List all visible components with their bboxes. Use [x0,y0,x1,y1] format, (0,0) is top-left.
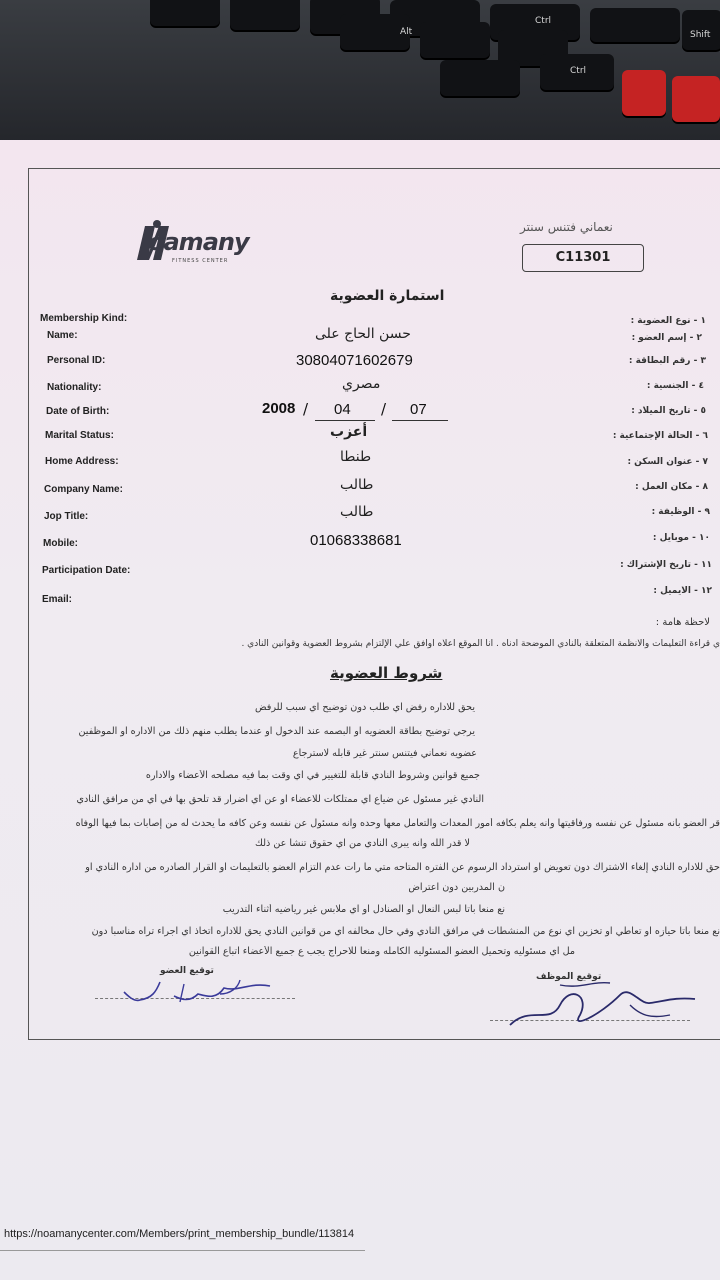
label-marital-status: Marital Status: [45,430,114,441]
keyboard-key [420,22,490,58]
value-company-name: طالب [340,477,374,493]
staff-signature-label: توقيع الموظف [536,972,602,982]
footer-divider [0,1250,365,1251]
label-ar-company-name: ٨ - مكان العمل : [635,482,708,492]
member-signature [120,972,280,1008]
value-dob-year: 2008 [262,400,296,417]
keyboard-key [590,8,680,42]
club-arabic-name: نعماني فتنس سنتر [520,220,613,234]
member-signature-label: توقيع العضو [160,966,214,976]
label-ar-date-of-birth: ٥ - تاريخ الميلاد : [631,406,706,416]
term-item: ن المدربين دون اعتراض [408,882,505,893]
label-date-of-birth: Date of Birth: [46,406,110,417]
label-ar-email: ١٢ - الايميل : [653,586,712,596]
label-company-name: Company Name: [44,484,123,495]
important-note-heading: لاحظة هامة : [655,617,710,628]
keyboard-key [230,0,300,30]
label-job-title: Jop Title: [44,511,89,522]
term-item: يرجي توضيح بطاقة العضويه او البصمه عند الدخول او عندما يطلب منهم ذلك من الاداره او الموظفين [78,726,475,737]
label-ar-mobile: ١٠ - موبايل : [652,533,710,543]
label-nationality: Nationality: [47,382,102,393]
term-item: نع منعا باتا حيازه او تعاطي او تخزين اي نوع من المنشطات في مرافق النادي وفي حال مخالفه اي من قوانين النادي يحق للاداره اتخاذ اي اجراء تراه مناسبا دون [91,926,720,937]
dob-separator: / [381,400,387,418]
value-home-address: طنطا [340,449,372,465]
label-ar-personal-id: ٣ - رقم البطاقة : [628,356,706,366]
value-dob-day: 07 [410,401,427,418]
label-ar-membership-kind: ١ - نوع العضوية : [630,316,706,326]
term-item: يحق للاداره رفض اي طلب دون توضيح اي سبب للرفض [254,702,475,713]
value-name: حسن الحاج على [315,326,411,342]
staff-signature [500,975,700,1035]
value-mobile: 01068338681 [310,532,402,549]
dob-separator: / [303,400,309,418]
keyboard-key [150,0,220,26]
print-url: https://noamanycenter.com/Members/print_membership_bundle/113814 [4,1228,355,1240]
label-ar-name: ٢ - إسم العضو : [631,333,702,343]
term-item: جميع قوانين وشروط النادي قابلة للتغيير في اي وقت بما فيه مصلحه الأعضاء والاداره [145,770,480,781]
label-email: Email: [42,594,73,605]
label-mobile: Mobile: [43,538,78,549]
term-item: لا قدر الله وانه يبرى النادي من اي حقوق تنشا عن ذلك [254,838,470,849]
label-ar-home-address: ٧ - عنوان السكن : [627,457,708,467]
label-ar-nationality: ٤ - الجنسية : [646,381,704,391]
term-item: عضويه نعماني فيتنس سنتر غير قابله لاسترجاع [292,748,477,759]
term-item: نع منعا باتا لبس النعال او الصنادل او اي ملابس غير رياضيه أثناء التدريب [222,904,505,915]
term-item: النادي غير مسئول عن ضياع اي ممتلكات للاعضاء او عن اي اضرار قد تلحق بها في أي من مرافق النادي [76,794,484,805]
dob-month-underline [315,420,375,421]
value-dob-month: 04 [334,401,351,418]
keyboard-red-key [622,70,666,116]
value-nationality: مصري [342,376,381,392]
key-label: Ctrl [570,66,587,76]
term-item: حق للاداره النادي إلغاء الاشتراك دون تعويض او استرداد الرسوم عن الفتره المتاحه متي ما رأت عدم التزام العضو بالتعليمات او القرار الصادره من اداره النادي او [85,862,720,873]
label-ar-marital-status: ٦ - الحالة الإجتماعية : [612,431,708,441]
key-label: Ctrl [535,16,552,26]
label-personal-id: Personal ID: [47,355,106,366]
keyboard-background [0,0,720,150]
label-membership-kind: Membership Kind: [40,313,128,324]
form-title: استمارة العضوية [330,288,445,304]
keyboard-key [440,60,520,96]
label-ar-job-title: ٩ - الوظيفة : [651,507,710,517]
label-ar-participation-date: ١١ - تاريخ الإشتراك : [620,560,712,570]
member-pledge-text: ي قراءة التعليمات والانظمة المتعلقة بالنادي الموضحة أدناه . أنا الموقع أعلاه أوافق علي الإلتزام بشروط العضوية وقوانين النادي . [241,639,720,649]
term-item: قر العضو بأنه مسئول عن نفسه ورفاقيتها وانه يعلم بكافه أمور المعدات والتعامل معها وحده وانه مسئول عن نفسه وعن كافه ما يحدث له من إصابات بما فيها الوفاه [75,818,720,829]
key-label: Shift [690,30,711,40]
keyboard-red-key [672,76,720,122]
logo-subtitle: FITNESS CENTER [172,258,229,264]
key-label: Alt [400,27,413,37]
value-job-title: طالب [340,504,374,520]
value-marital-status: أعزب [330,424,368,440]
label-participation-date: Participation Date: [42,565,131,576]
label-home-address: Home Address: [45,456,119,467]
term-item: مل اي مسئوليه وتحميل العضو المسئوليه الكامله ومنعا للاحراج يجب ع جميع الأعضاء اتباع القوانين [188,946,575,957]
logo-text: oamany [148,228,249,256]
value-personal-id: 30804071602679 [296,352,413,369]
member-code: C11301 [522,244,644,272]
dob-day-underline [392,420,448,421]
membership-terms-title: شروط العضوية [330,664,443,682]
label-name: Name: [47,330,78,341]
